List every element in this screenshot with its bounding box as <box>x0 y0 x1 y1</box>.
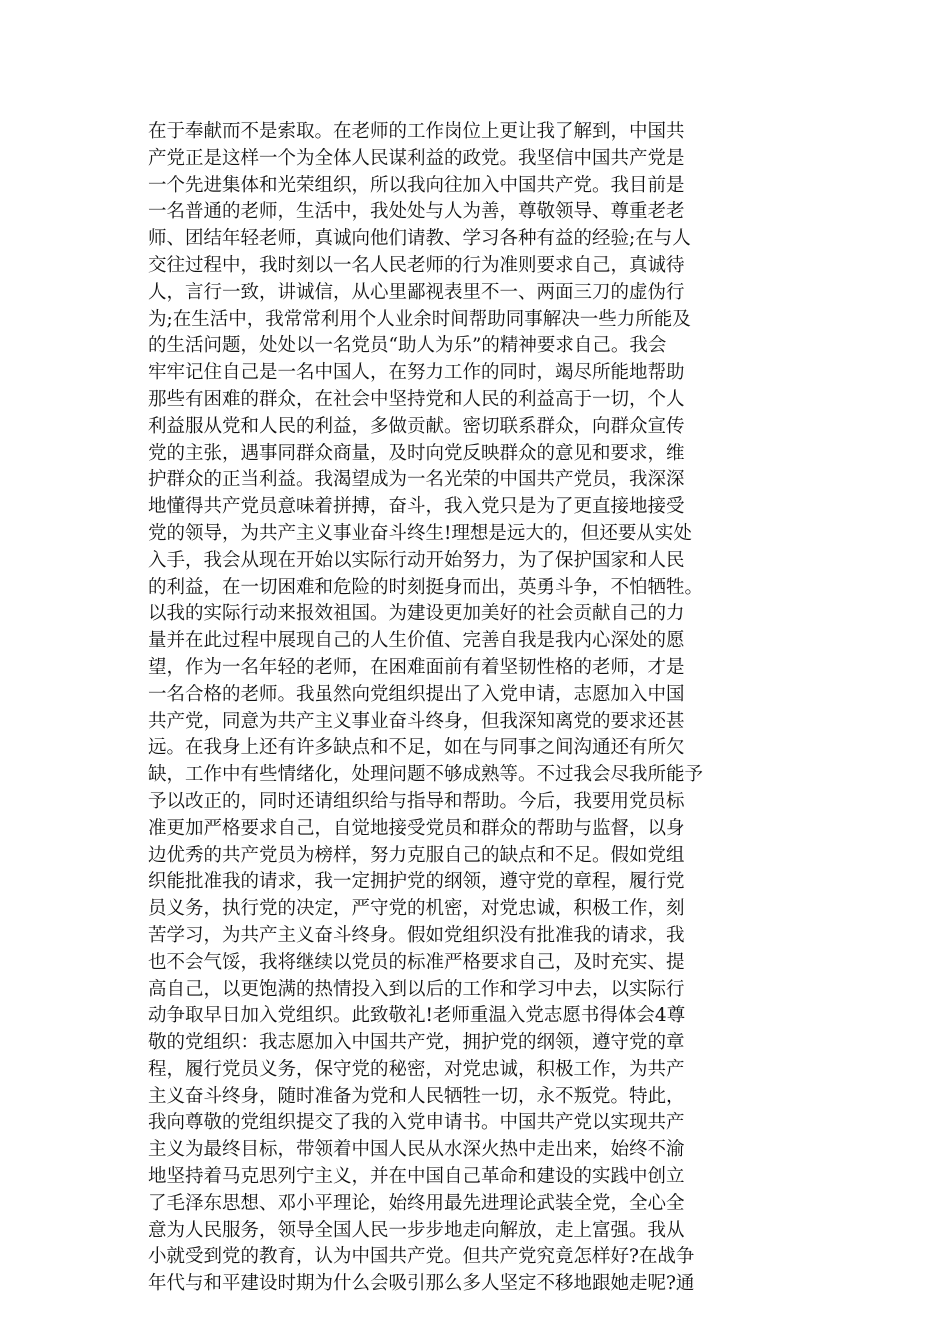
text-line: 在于奉献而不是索取。在老师的工作岗位上更让我了解到，中国共 <box>148 121 685 142</box>
text-line: 我向尊敬的党组织提交了我的入党申请书。中国共产党以实现共产 <box>148 1112 685 1134</box>
text-line: 高自己，以更饱满的热情投入到以后的工作和学习中去，以实际行 <box>148 978 685 1000</box>
text-line: 护群众的正当利益。我渴望成为一名光荣的中国共产党员，我深深 <box>148 469 685 491</box>
body-text <box>148 119 824 1298</box>
text-line: 小就受到党的教育，认为中国共产党。但共产党究竟怎样好?在战争 <box>148 1246 695 1268</box>
text-line: 一个先进集体和光荣组织，所以我向往加入中国共产党。我目前是 <box>148 174 685 196</box>
text-line: 那些有困难的群众，在社会中坚持党和人民的利益高于一切，个人 <box>148 388 685 410</box>
text-line: 年代与和平建设时期为什么会吸引那么多人坚定不移地跟她走呢?通 <box>148 1273 695 1295</box>
text-line: 交往过程中，我时刻以一名人民老师的行为准则要求自己，真诚待 <box>148 254 685 276</box>
text-line: 缺，工作中有些情绪化，处理问题不够成熟等。不过我会尽我所能予 <box>148 764 704 786</box>
text-line: 程，履行党员义务，保守党的秘密，对党忠诚，积极工作，为共产 <box>148 1058 685 1080</box>
text-line: 为;在生活中，我常常利用个人业余时间帮助同事解决一些力所能及 <box>148 308 691 330</box>
text-line: 一名普通的老师，生活中，我处处与人为善，尊敬领导、尊重老老 <box>148 201 685 223</box>
text-line: 共产党，同意为共产主义事业奋斗终身，但我深知离党的要求还甚 <box>148 710 685 732</box>
text-line: 牢牢记住自己是一名中国人，在努力工作的同时，竭尽所能地帮助 <box>148 362 685 384</box>
text-line: 党的领导，为共产主义事业奋斗终生!理想是远大的，但还要从实处 <box>148 522 692 544</box>
text-line: 予以改正的，同时还请组织给与指导和帮助。今后，我要用党员标 <box>148 790 685 812</box>
text-line: 人，言行一致，讲诚信，从心里鄙视表里不一、两面三刀的虚伪行 <box>148 281 685 303</box>
text-line: 党的主张，遇事同群众商量，及时向党反映群众的意见和要求，维 <box>148 442 685 464</box>
text-line: 苦学习，为共产主义奋斗终身。假如党组织没有批准我的请求，我 <box>148 924 685 946</box>
text-line: 一名合格的老师。我虽然向党组织提出了入党申请，志愿加入中国 <box>148 683 685 705</box>
text-line: 产党正是这样一个为全体人民谋利益的政党。我坚信中国共产党是 <box>148 147 685 169</box>
text-line: 敬的党组织：我志愿加入中国共产党，拥护党的纲领，遵守党的章 <box>148 1032 685 1054</box>
text-line: 望，作为一名年轻的老师，在困难面前有着坚韧性格的老师，才是 <box>148 656 685 678</box>
text-line: 了毛泽东思想、邓小平理论，始终用最先进理论武装全党，全心全 <box>148 1192 685 1214</box>
text-line: 边优秀的共产党员为榜样，努力克服自己的缺点和不足。假如党组 <box>148 844 685 866</box>
text-line: 动争取早日加入党组织。此致敬礼!老师重温入党志愿书得体会4尊 <box>148 1005 686 1027</box>
text-line: 远。在我身上还有许多缺点和不足，如在与同事之间沟通还有所欠 <box>148 737 685 759</box>
text-line: 准更加严格要求自己，自觉地接受党员和群众的帮助与监督，以身 <box>148 817 685 839</box>
text-line: 意为人民服务，领导全国人民一步步地走向解放，走上富强。我从 <box>148 1219 685 1241</box>
text-line: 员义务，执行党的决定，严守党的机密，对党忠诚，积极工作，刻 <box>148 898 685 920</box>
text-line: 主义奋斗终身，随时准备为党和人民牺牲一切，永不叛党。特此， <box>148 1085 685 1107</box>
text-line: 量并在此过程中展现自己的人生价值、完善自我是我内心深处的愿 <box>148 630 685 652</box>
text-line: 地坚持着马克思列宁主义，并在中国自己革命和建设的实践中创立 <box>148 1166 685 1188</box>
text-line: 的生活问题，处处以一名党员“助人为乐”的精神要求自己。我会 <box>148 335 667 357</box>
text-line: 的利益，在一切困难和危险的时刻挺身而出，英勇斗争，不怕牺牲。 <box>148 576 704 598</box>
text-line: 师、团结年轻老师，真诚向他们请教、学习各种有益的经验;在与人 <box>148 228 691 250</box>
text-line: 织能批准我的请求，我一定拥护党的纲领，遵守党的章程，履行党 <box>148 871 685 893</box>
text-line: 利益服从党和人民的利益，多做贡献。密切联系群众，向群众宣传 <box>148 415 685 437</box>
text-line: 地懂得共产党员意味着拼搏，奋斗，我入党只是为了更直接地接受 <box>148 496 685 518</box>
text-line: 也不会气馁，我将继续以党员的标准严格要求自己，及时充实、提 <box>148 951 685 973</box>
text-line: 以我的实际行动来报效祖国。为建设更加美好的社会贡献自己的力 <box>148 603 685 625</box>
text-line: 主义为最终目标，带领着中国人民从水深火热中走出来，始终不渝 <box>148 1139 685 1161</box>
text-line: 入手，我会从现在开始以实际行动开始努力，为了保护国家和人民 <box>148 549 685 571</box>
